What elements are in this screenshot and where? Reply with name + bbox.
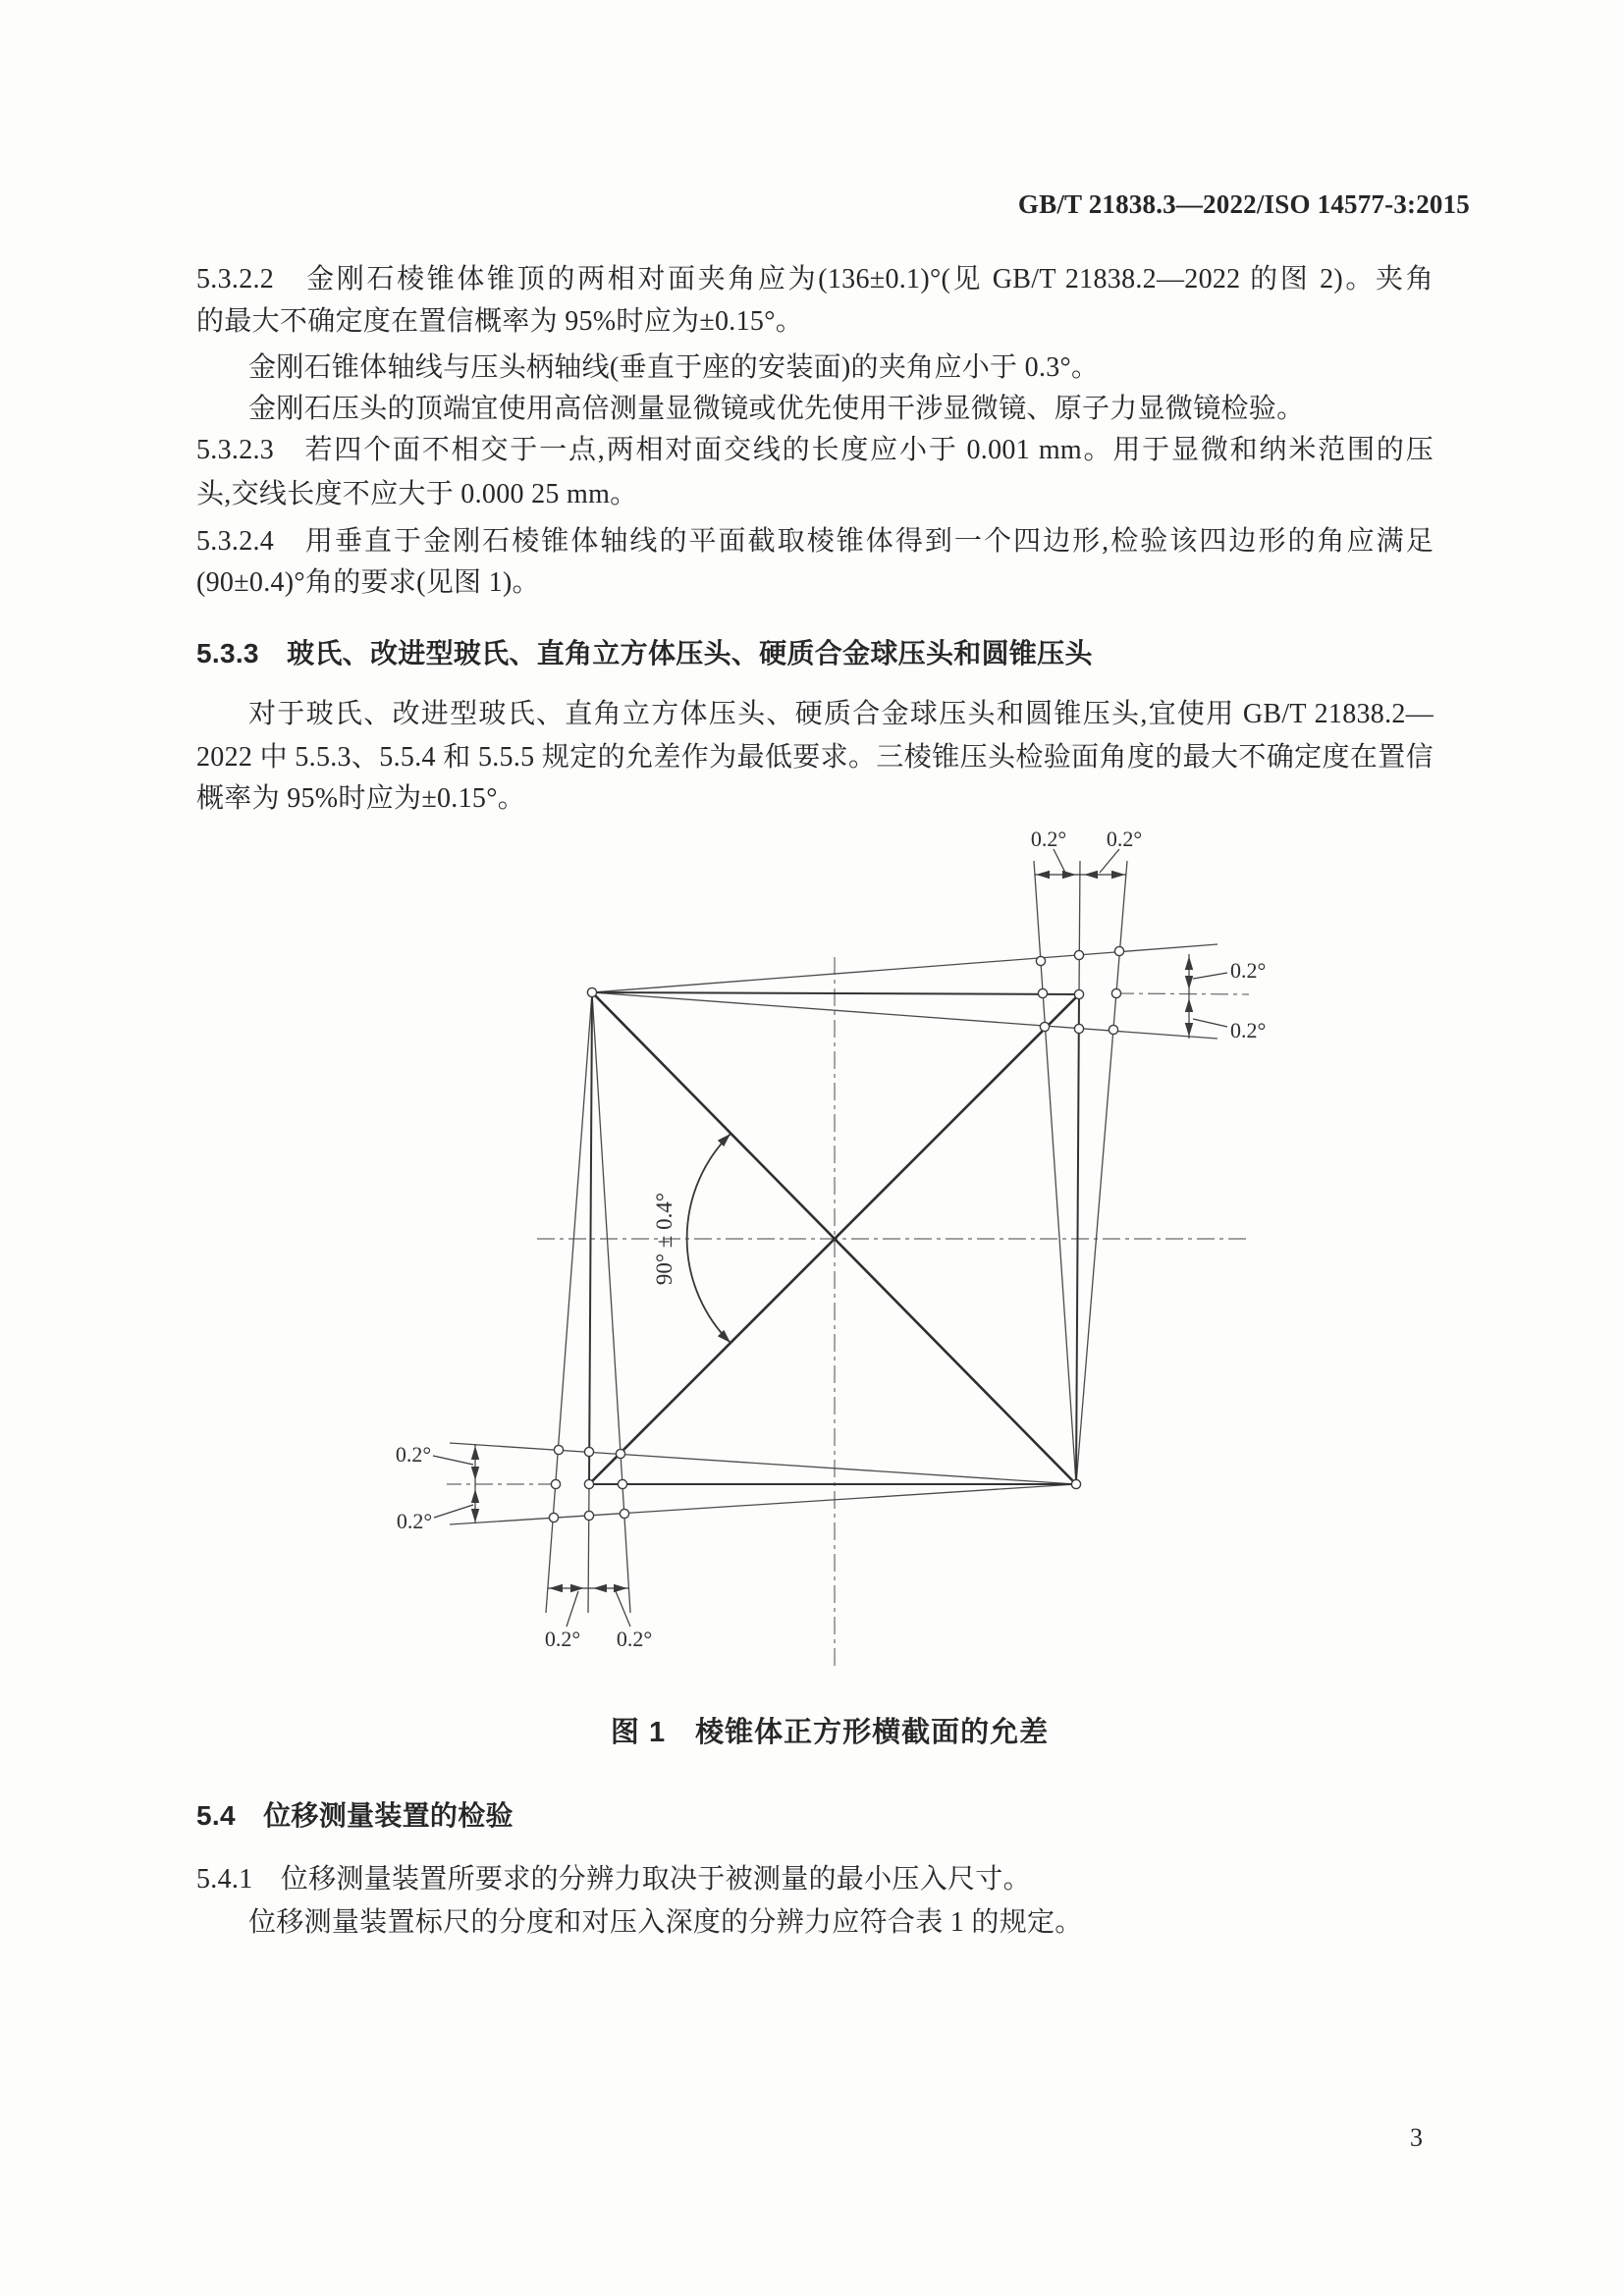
paragraph-533-line3: 概率为 95%时应为±0.15°。 [196, 783, 525, 814]
paragraph-533-line1: 对于玻氏、改进型玻氏、直角立方体压头、硬质合金球压头和圆锥压头,宜使用 GB/T 21838.2— [248, 699, 1434, 729]
tolerance-label-bottom-left: 0.2° [544, 1627, 581, 1651]
page-number: 3 [1410, 2123, 1424, 2152]
figure-caption: 图 1 棱锥体正方形横截面的允差 [610, 1717, 1050, 1748]
angle-90-label: 90° ± 0.4° [652, 1192, 676, 1286]
paragraph-533-line2: 2022 中 5.5.3、5.5.4 和 5.5.5 规定的允差作为最低要求。三棱锥压头检验面角度的最大不确定度在置信 [196, 742, 1434, 773]
paragraph-5324-line2: (90±0.4)°角的要求(见图 1)。 [196, 567, 540, 598]
paragraph-5323-line2: 头,交线长度不应大于 0.000 25 mm。 [196, 479, 638, 509]
tolerance-label-bottom-right: 0.2° [616, 1627, 653, 1651]
tolerance-label-right-lower: 0.2° [1230, 1018, 1267, 1042]
tolerance-label-top-left: 0.2° [1030, 827, 1067, 851]
dimension-lines [433, 849, 1227, 1627]
tolerance-label-left-upper: 0.2° [395, 1442, 432, 1467]
paragraph-5322-line2: 的最大不确定度在置信概率为 95%时应为±0.15°。 [196, 306, 803, 337]
paragraph-541-line1: 5.4.1 位移测量装置所要求的分辨力取决于被测量的最小压入尺寸。 [196, 1864, 1031, 1895]
paragraph-541-line2: 位移测量装置标尺的分度和对压入深度的分辨力应符合表 1 的规定。 [248, 1907, 1083, 1938]
tolerance-label-left-lower: 0.2° [396, 1509, 433, 1533]
paragraph-5322-line1: 5.3.2.2 金刚石棱锥体锥顶的两相对面夹角应为(136±0.1)°(见 GB/T 21838.2—2022 的图 2)。夹角 [196, 264, 1434, 294]
paragraph-5322-line4: 金刚石压头的顶端宜使用高倍测量显微镜或优先使用干涉显微镜、原子力显微镜检验。 [248, 394, 1305, 424]
paragraph-5322-line3: 金刚石锥体轴线与压头柄轴线(垂直于座的安装面)的夹角应小于 0.3°。 [248, 352, 1100, 383]
heading-533: 5.3.3 玻氏、改进型玻氏、直角立方体压头、硬质合金球压头和圆锥压头 [196, 638, 1093, 668]
intersection-circles [549, 946, 1123, 1522]
paragraph-5324-line1: 5.3.2.4 用垂直于金刚石棱锥体轴线的平面截取棱锥体得到一个四边形,检验该四边形的角应满足 [196, 526, 1434, 557]
standard-number-header: GB/T 21838.3—2022/ISO 14577-3:2015 [1017, 189, 1470, 219]
heading-54: 5.4 位移测量装置的检验 [196, 1800, 514, 1831]
tolerance-label-top-right: 0.2° [1106, 827, 1143, 851]
tolerance-label-right-upper: 0.2° [1230, 958, 1267, 983]
paragraph-5323-line1: 5.3.2.3 若四个面不相交于一点,两相对面交线的长度应小于 0.001 mm。用于显微和纳米范围的压 [196, 435, 1434, 465]
center-lines [447, 957, 1250, 1669]
